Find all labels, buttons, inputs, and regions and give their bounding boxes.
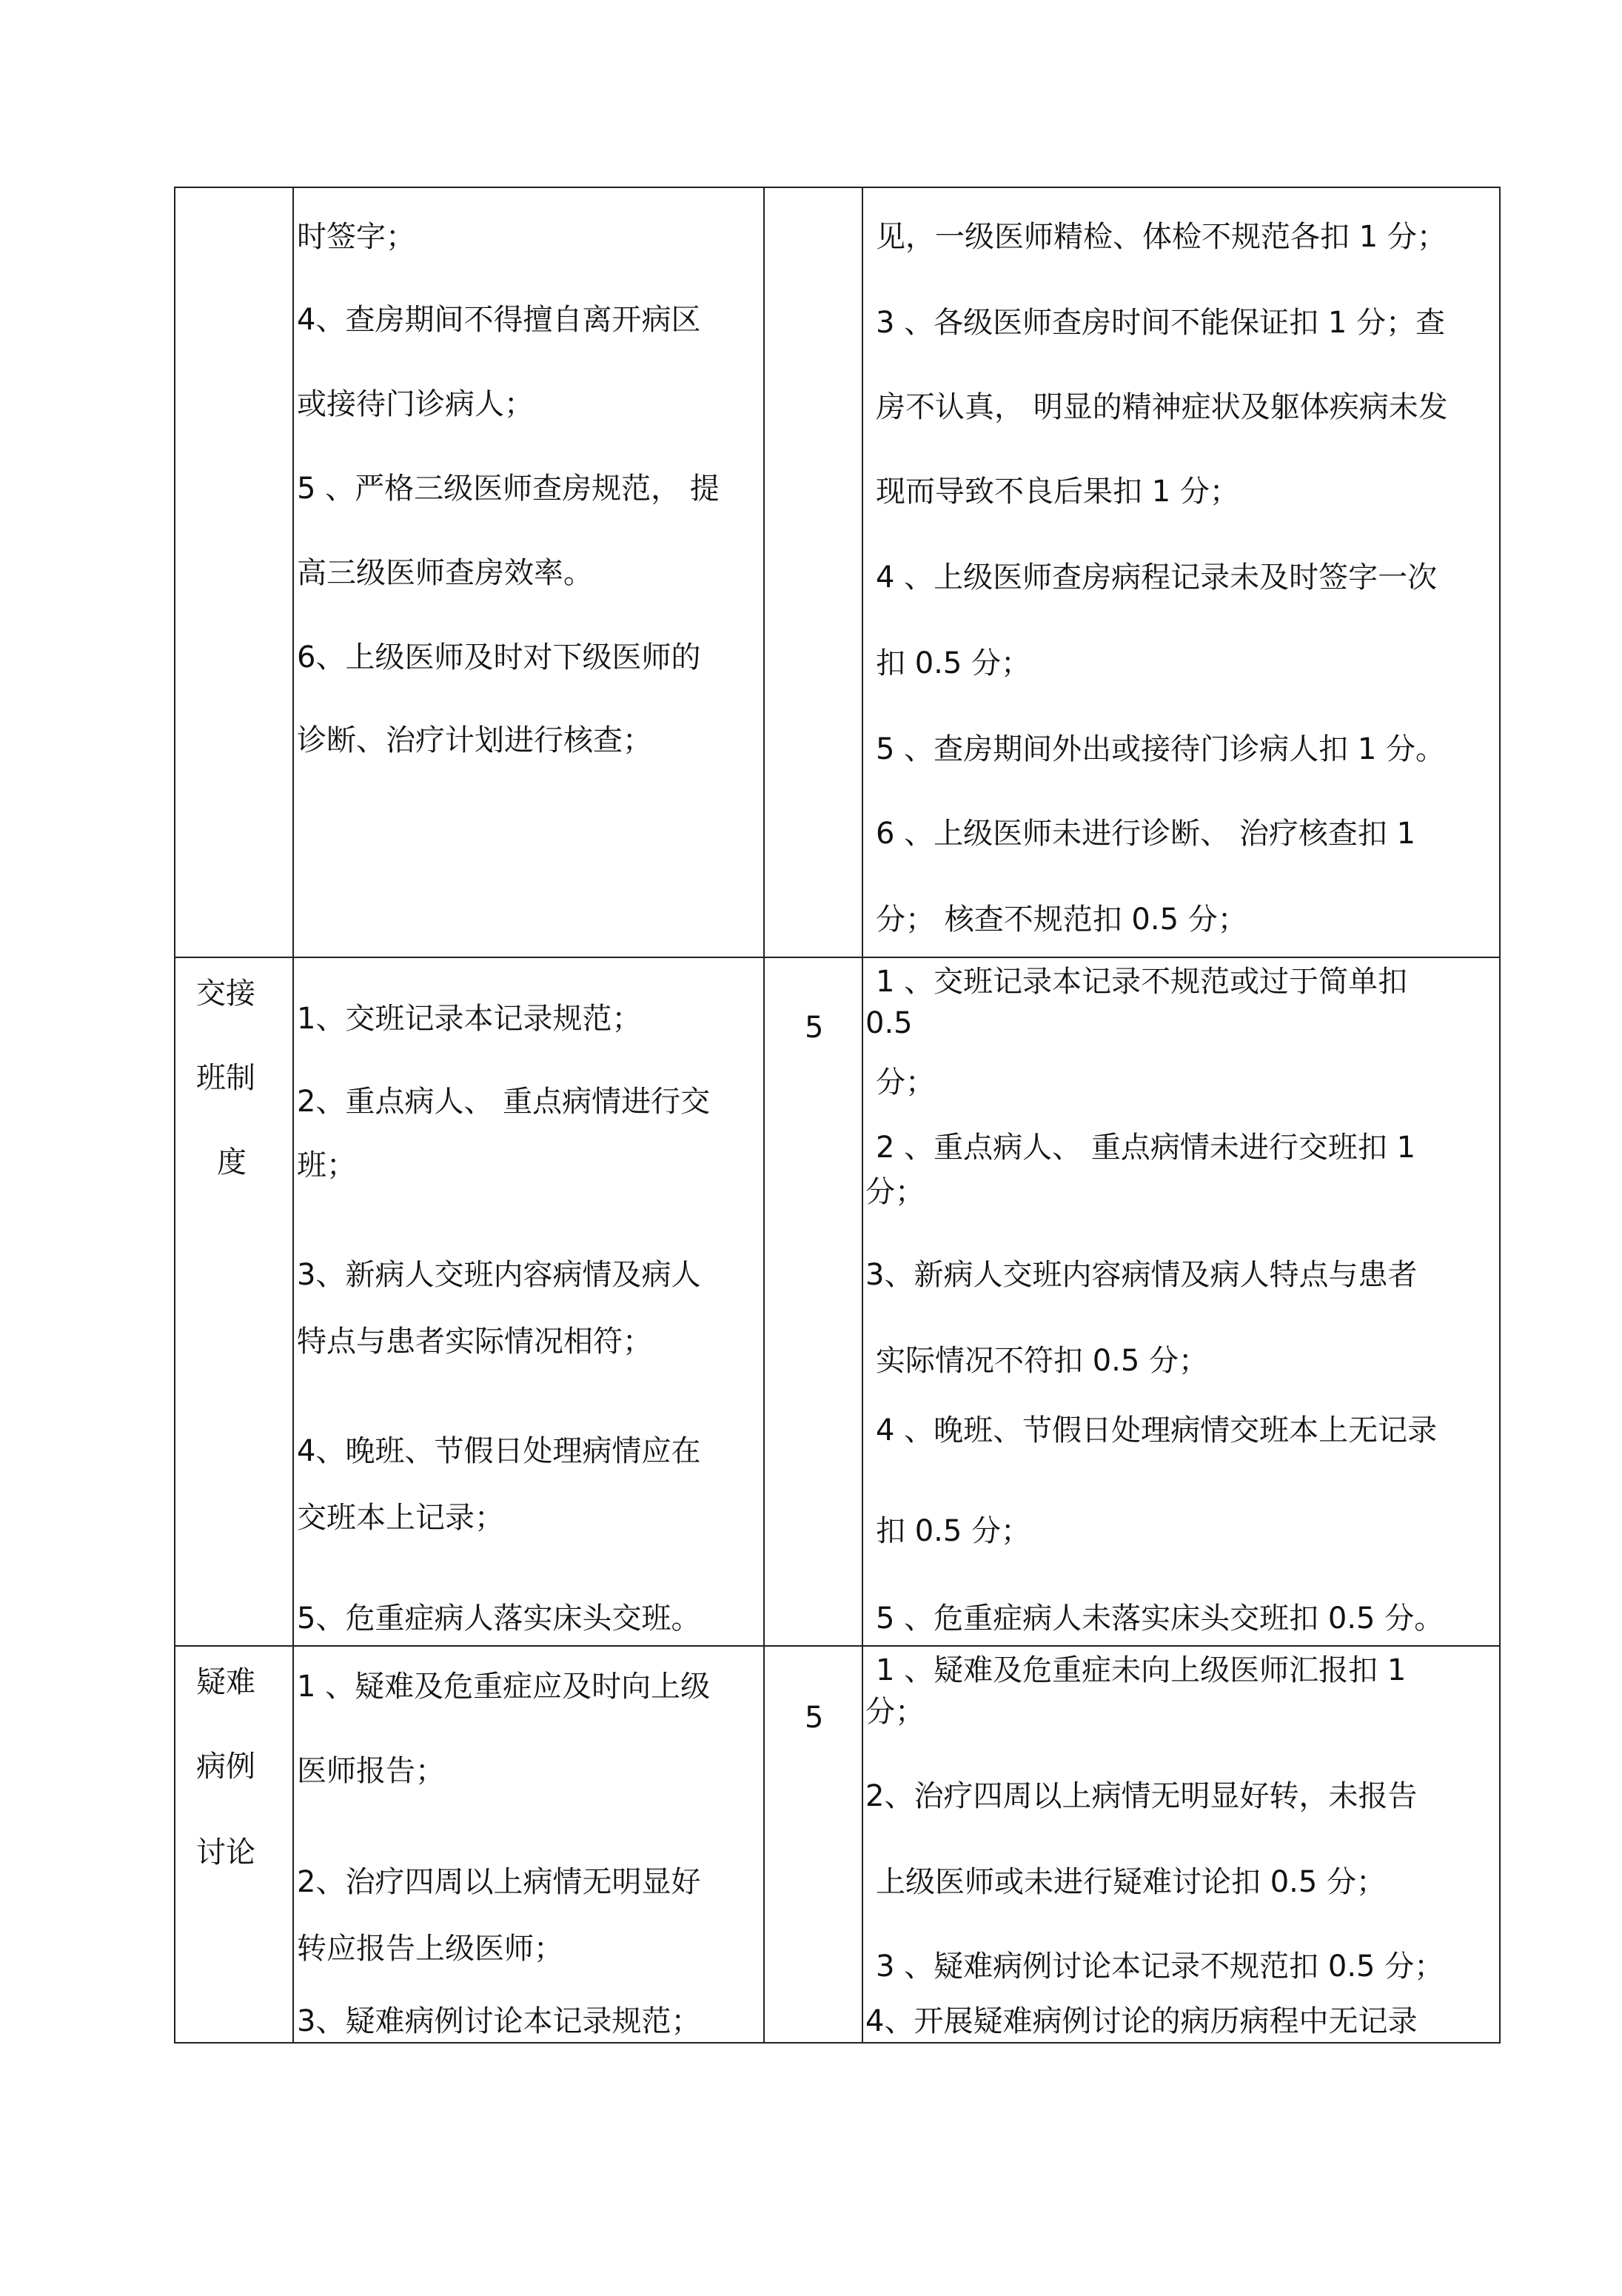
category-label: 班制 — [196, 1061, 255, 1095]
deduction-line: 扣 0.5 分； — [876, 1514, 1031, 1548]
deduction-line: 2、治疗四周以上病情无明显好转，未报告 — [865, 1779, 1418, 1813]
deduction-line: 1 、交班记录本记录不规范或过于简单扣 — [876, 965, 1408, 999]
deduction-line: 分； 核查不规范扣 0.5 分； — [876, 903, 1247, 937]
column-divider-3 — [862, 187, 863, 2044]
deduction-line: 现而导致不良后果扣 1 分； — [876, 475, 1239, 509]
requirement-line: 特点与患者实际情况相符； — [297, 1325, 652, 1359]
row-divider-1 — [174, 957, 1501, 958]
assessment-table — [174, 187, 1501, 2044]
deduction-line: 4 、晚班、节假日处理病情交班本上无记录 — [876, 1413, 1438, 1447]
deduction-line: 3 、疑难病例讨论本记录不规范扣 0.5 分； — [876, 1949, 1444, 1984]
requirement-line: 5 、严格三级医师查房规范， 提 — [297, 472, 720, 506]
requirement-line: 医师报告； — [297, 1754, 445, 1788]
category-label: 疑难 — [196, 1665, 255, 1699]
deduction-line: 0.5 — [865, 1006, 913, 1040]
deduction-line: 6 、上级医师未进行诊断、 治疗核查扣 1 — [876, 817, 1416, 851]
score-value: 5 — [805, 1701, 824, 1735]
requirement-line: 5、危重症病人落实床头交班。 — [297, 1601, 701, 1636]
requirement-line: 高三级医师查房效率。 — [297, 556, 593, 590]
requirement-line: 6、上级医师及时对下级医师的 — [297, 640, 701, 675]
deduction-line: 见，一级医师精检、体检不规范各扣 1 分； — [876, 220, 1447, 254]
requirement-line: 1 、疑难及危重症应及时向上级 — [297, 1670, 711, 1704]
deduction-line: 分； — [865, 1175, 925, 1209]
requirement-line: 班； — [297, 1148, 356, 1182]
row-divider-2 — [174, 1645, 1501, 1647]
deduction-line: 5 、危重症病人未落实床头交班扣 0.5 分。 — [876, 1601, 1444, 1636]
category-label: 度 — [217, 1145, 247, 1179]
requirement-line: 4、晚班、节假日处理病情应在 — [297, 1434, 701, 1468]
requirement-line: 1、交班记录本记录规范； — [297, 1002, 642, 1036]
deduction-line: 实际情况不符扣 0.5 分； — [876, 1344, 1209, 1378]
deduction-line: 上级医师或未进行疑难讨论扣 0.5 分； — [876, 1865, 1387, 1899]
requirement-line: 交班本上记录； — [297, 1501, 504, 1535]
column-divider-2 — [763, 187, 765, 2044]
deduction-line: 5 、查房期间外出或接待门诊病人扣 1 分。 — [876, 732, 1446, 766]
requirement-line: 2、重点病人、 重点病情进行交 — [297, 1085, 711, 1119]
table-border-left — [174, 187, 175, 2044]
category-label: 病例 — [196, 1750, 255, 1784]
table-border-right — [1499, 187, 1501, 2044]
category-label: 交接 — [196, 977, 255, 1011]
deduction-line: 房不认真， 明显的精神症状及躯体疾病未发 — [876, 390, 1448, 424]
requirement-line: 3、疑难病例讨论本记录规范； — [297, 2004, 701, 2038]
requirement-line: 时签字； — [297, 220, 415, 254]
deduction-line: 分； — [865, 1695, 925, 1729]
requirement-line: 2、治疗四周以上病情无明显好 — [297, 1865, 701, 1899]
deduction-line: 3、新病人交班内容病情及病人特点与患者 — [865, 1258, 1418, 1292]
deduction-line: 4、开展疑难病例讨论的病历病程中无记录 — [865, 2004, 1418, 2038]
deduction-line: 分； — [876, 1065, 935, 1100]
category-label: 讨论 — [196, 1835, 255, 1870]
deduction-line: 4 、上级医师查房病程记录未及时签字一次 — [876, 560, 1438, 595]
deduction-line: 1 、疑难及危重症未向上级医师汇报扣 1 — [876, 1653, 1407, 1687]
score-value: 5 — [805, 1011, 824, 1045]
deduction-line: 3 、各级医师查房时间不能保证扣 1 分；查 — [876, 306, 1446, 340]
requirement-line: 诊断、治疗计划进行核查； — [297, 723, 652, 757]
deduction-line: 2 、重点病人、 重点病情未进行交班扣 1 — [876, 1131, 1416, 1165]
requirement-line: 转应报告上级医师； — [297, 1932, 563, 1966]
requirement-line: 或接待门诊病人； — [297, 387, 534, 421]
column-divider-1 — [292, 187, 294, 2044]
requirement-line: 3、新病人交班内容病情及病人 — [297, 1258, 701, 1292]
table-border-bottom — [174, 2042, 1501, 2044]
deduction-line: 扣 0.5 分； — [876, 646, 1031, 680]
table-border-top — [174, 187, 1501, 188]
requirement-line: 4、查房期间不得擅自离开病区 — [297, 303, 701, 337]
